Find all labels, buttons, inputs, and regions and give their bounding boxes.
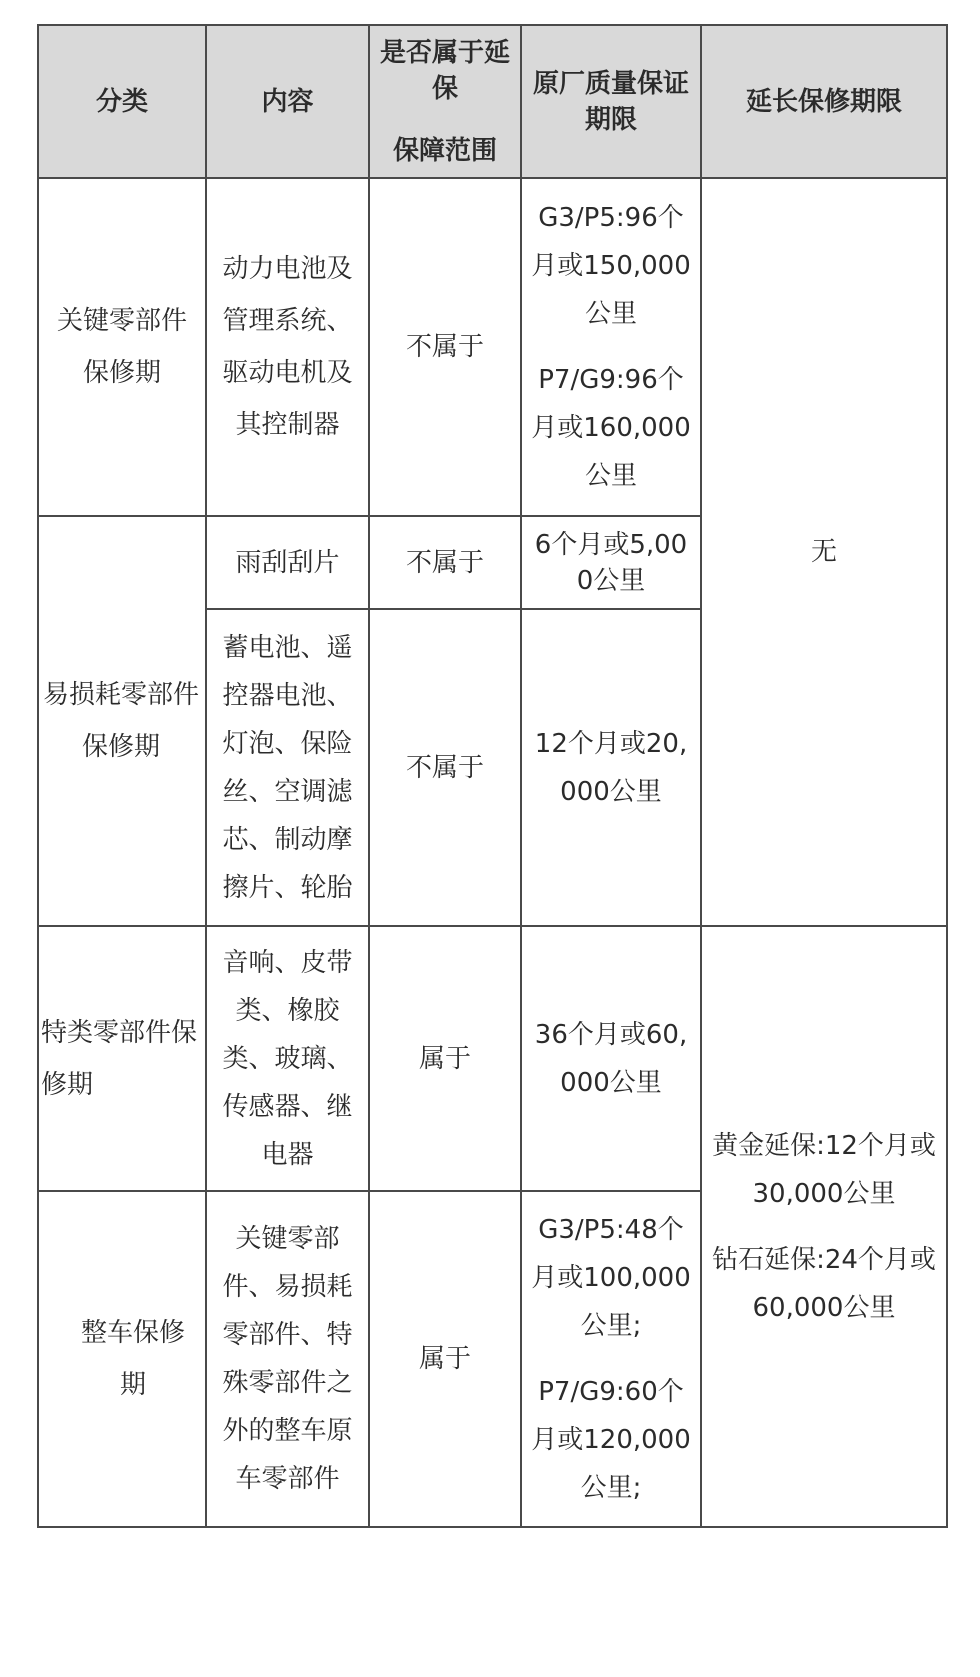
warranty-table — [37, 24, 948, 1528]
header-category: 分类 — [38, 25, 206, 178]
row-key-parts — [38, 178, 947, 516]
cell-warranty: G3/P5:96个月或150,000公里 P7/G9:96个月或160,000公里 — [521, 178, 701, 516]
cell-category: 整车保修期 — [38, 1191, 206, 1527]
cell-in-scope: 不属于 — [369, 609, 521, 926]
cell-content: 音响、皮带类、橡胶类、玻璃、传感器、继电器 — [206, 926, 369, 1191]
header-extended-period: 延长保修期限 — [701, 25, 947, 178]
cell-in-scope: 不属于 — [369, 516, 521, 609]
warranty-table-wrapper — [37, 24, 946, 1528]
cell-warranty: G3/P5:48个月或100,000公里; P7/G9:60个月或120,000公里; — [521, 1191, 701, 1527]
row-special-parts — [38, 926, 947, 1191]
cell-content: 蓄电池、遥控器电池、灯泡、保险丝、空调滤芯、制动摩擦片、轮胎 — [206, 609, 369, 926]
cell-extended-none: 无 — [701, 178, 947, 926]
cell-warranty: 36个月或60,000公里 — [521, 926, 701, 1191]
header-original-warranty: 原厂质量保证期限 — [521, 25, 701, 178]
cell-content: 动力电池及管理系统、驱动电机及其控制器 — [206, 178, 369, 516]
header-extended-scope: 是否属于延保 保障范围 — [369, 25, 521, 178]
cell-content: 雨刮刮片 — [206, 516, 369, 609]
header-content: 内容 — [206, 25, 369, 178]
cell-extended-plans: 黄金延保:12个月或30,000公里 钻石延保:24个月或60,000公里 — [701, 926, 947, 1527]
cell-category: 特类零部件保修期 — [38, 926, 206, 1191]
cell-in-scope: 属于 — [369, 926, 521, 1191]
cell-content: 关键零部件、易损耗零部件、特殊零部件之外的整车原车零部件 — [206, 1191, 369, 1527]
cell-category: 关键零部件保修期 — [38, 178, 206, 516]
header-row — [38, 25, 947, 178]
cell-category: 易损耗零部件保修期 — [38, 516, 206, 926]
cell-in-scope: 属于 — [369, 1191, 521, 1527]
cell-in-scope: 不属于 — [369, 178, 521, 516]
cell-warranty: 6个月或5,000公里 — [521, 516, 701, 609]
cell-warranty: 12个月或20,000公里 — [521, 609, 701, 926]
